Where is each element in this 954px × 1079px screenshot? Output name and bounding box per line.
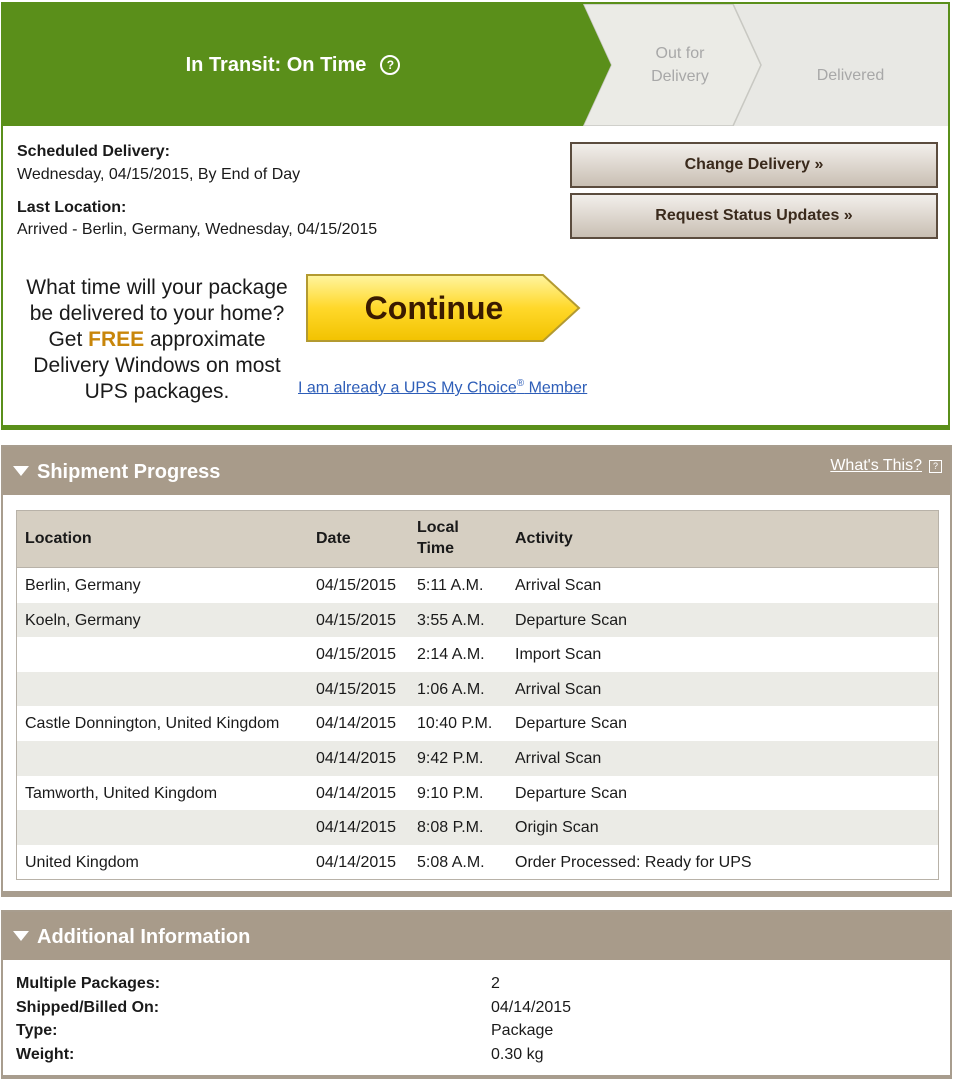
scheduled-delivery-value: Wednesday, 04/15/2015, By End of Day: [17, 166, 301, 183]
info-value-shipped-billed: 04/14/2015: [491, 999, 572, 1016]
promo-free-text: FREE: [88, 328, 145, 351]
info-label-weight: Weight:: [16, 1046, 75, 1063]
additional-information-panel: [1, 910, 952, 1079]
table-header: [17, 511, 938, 568]
table-row: [17, 603, 938, 638]
info-label-type: Type:: [16, 1022, 58, 1039]
caret-down-icon[interactable]: [13, 931, 29, 941]
member-link-suffix: Member: [524, 379, 588, 397]
question-circle-icon[interactable]: ?: [380, 55, 400, 75]
cell-activity: Departure Scan: [515, 611, 628, 629]
cell-activity: Order Processed: Ready for UPS: [515, 853, 752, 871]
shipment-progress-title: Shipment Progress: [37, 461, 221, 483]
cell-time: 5:11 A.M.: [417, 577, 484, 594]
cell-activity: Departure Scan: [515, 715, 628, 733]
cell-time: 8:08 P.M.: [417, 819, 484, 837]
cell-location: Tamworth, United Kingdom: [25, 784, 218, 802]
change-delivery-button[interactable]: Change Delivery »: [570, 142, 938, 188]
cell-location: United Kingdom: [25, 853, 139, 871]
additional-information-header[interactable]: [3, 912, 950, 960]
continue-label: Continue: [364, 289, 504, 326]
table-row: [17, 776, 938, 811]
cell-time: 5:08 A.M.: [417, 853, 485, 871]
cell-time: 9:42 P.M.: [417, 749, 484, 767]
cell-time: 2:14 A.M.: [417, 646, 485, 664]
info-label-shipped-billed: Shipped/Billed On:: [16, 999, 160, 1016]
shipment-progress-panel: [1, 445, 952, 897]
table-row: [17, 568, 938, 603]
info-label-multiple-packages: Multiple Packages:: [16, 975, 161, 992]
member-link-text: I am already a UPS My Choice: [298, 379, 517, 397]
last-location-label: Last Location:: [17, 199, 127, 216]
col-time-line1: Local: [417, 519, 459, 536]
table-row: [17, 845, 938, 880]
step-in-transit: [3, 4, 583, 126]
cell-time: 10:40 P.M.: [417, 715, 493, 733]
cell-date: 04/15/2015: [316, 611, 397, 629]
additional-information-title: Additional Information: [37, 926, 251, 948]
request-status-updates-button[interactable]: Request Status Updates »: [570, 193, 938, 239]
table-row: [17, 810, 938, 845]
continue-button[interactable]: [303, 272, 583, 344]
cell-location: Koeln, Germany: [25, 611, 141, 629]
step-out-line1: Out for: [655, 45, 705, 62]
promo-get: Get: [48, 328, 89, 351]
step-delivered: Delivered: [816, 67, 885, 84]
caret-down-icon[interactable]: [13, 466, 29, 476]
cell-date: 04/14/2015: [316, 749, 397, 767]
cell-activity: Arrival Scan: [515, 749, 602, 767]
status-progress-bar: [3, 4, 948, 126]
cell-date: 04/15/2015: [316, 577, 397, 594]
cell-date: 04/14/2015: [316, 853, 397, 871]
my-choice-promo-text: [17, 275, 297, 405]
cell-location: Castle Donnington, United Kingdom: [25, 715, 280, 733]
table-row: [17, 741, 938, 776]
cell-date: 04/14/2015: [316, 784, 397, 802]
cell-date: 04/15/2015: [316, 680, 397, 698]
table-row: [17, 706, 938, 741]
registered-mark: ®: [516, 378, 525, 389]
tracking-table: [16, 510, 939, 880]
step-out-line2: Delivery: [651, 68, 709, 85]
col-time-line2: Time: [417, 540, 455, 557]
promo-line2: approximate Delivery Windows on most UPS packages.: [33, 328, 281, 403]
cell-activity: Arrival Scan: [515, 577, 602, 594]
cell-date: 04/14/2015: [316, 715, 397, 733]
info-value-multiple-packages: 2: [491, 975, 500, 992]
cell-activity: Arrival Scan: [515, 680, 602, 698]
cell-activity: Origin Scan: [515, 819, 599, 837]
table-row: [17, 672, 938, 707]
col-location: Location: [25, 530, 92, 547]
col-date: Date: [316, 530, 351, 547]
help-box-icon[interactable]: ?: [929, 460, 942, 473]
promo-line1: What time will your package be delivered to your home?: [26, 276, 288, 325]
col-activity: Activity: [515, 530, 573, 547]
cell-time: 9:10 P.M.: [417, 784, 484, 802]
cell-location: Berlin, Germany: [25, 577, 141, 594]
info-value-weight: 0.30 kg: [491, 1046, 544, 1063]
cell-time: 1:06 A.M.: [417, 680, 485, 698]
cell-activity: Import Scan: [515, 646, 602, 664]
cell-date: 04/15/2015: [316, 646, 397, 664]
whats-this-link[interactable]: What's This?: [830, 457, 922, 474]
step-out-for-delivery: [623, 42, 737, 88]
table-row: [17, 637, 938, 672]
cell-time: 3:55 A.M.: [417, 611, 485, 629]
status-panel: [1, 2, 950, 430]
info-value-type: Package: [491, 1022, 554, 1039]
cell-date: 04/14/2015: [316, 819, 397, 837]
my-choice-member-link[interactable]: [298, 378, 587, 397]
last-location-value: Arrived - Berlin, Germany, Wednesday, 04/15/2015: [17, 221, 378, 238]
shipment-progress-header[interactable]: [3, 447, 950, 495]
cell-activity: Departure Scan: [515, 784, 628, 802]
scheduled-delivery-label: Scheduled Delivery:: [17, 143, 170, 160]
step-in-transit-label: In Transit: On Time: [185, 53, 367, 76]
